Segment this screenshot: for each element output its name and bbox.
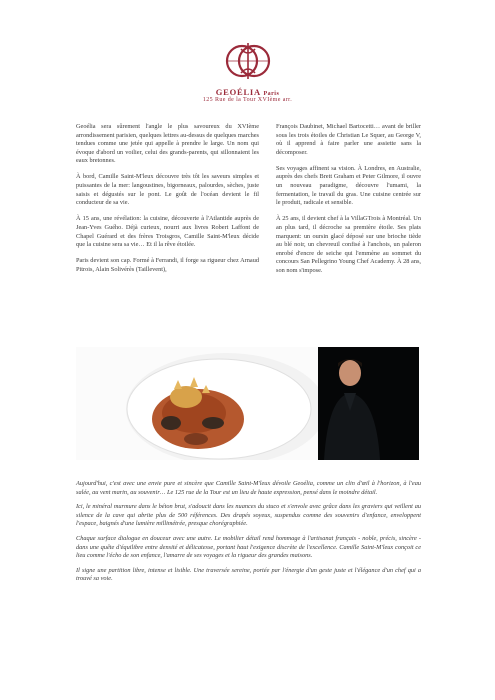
- italic-section: [76, 480, 421, 590]
- brand-name: GEOÉLIA: [215, 87, 261, 97]
- paragraph: À bord, Camille Saint-M'leux découvre très tôt les saveurs simples et puissantes de la mer: langoustines, bigorneaux, palourdes, sèches, juste saisis et dégustés sur le pont. Le goût de l'océan devient le fil conducteur de sa vie.: [76, 173, 259, 207]
- paragraph: Ici, le minéral murmure dans le béton brut, s'adoucit dans les nuances du stuco et s'envole avec grâce dans les graviers qui veillent au silence de la cave qui abrite plus de 500 références. Des drapés soyeux, suspendus comme des souvenirs d'enfance, enveloppent l'espace, baignés d'une lumière millimétrée, presque chorégraphiée.: [76, 503, 421, 528]
- paragraph: Ses voyages affinent sa vision. À Londres, en Australie, auprès des chefs Brett Graham et Peter Gilmore, il ouvre un nouveau paradigme, découvre l'umami, la fermentation, le travail du gras. Une cuisine centrée sur le produit, radicale et sensible.: [276, 164, 421, 207]
- paragraph: Aujourd'hui, c'est avec une envie pure et sincère que Camille Saint-M'leux dévoile Geoélia, comme un clin d'œil à l'horizon, à l'eau salée, au vent marin, au souvenir… Le 125 rue de la Tour est un lieu de haute expression, pensé dans le moindre détail.: [76, 480, 421, 496]
- brand-title: [0, 87, 495, 97]
- right-column: [276, 123, 421, 283]
- paragraph: Il signe une partition libre, intense et lisible. Une traversée sereine, portée par l'énergie d'un geste juste et l'élégance d'un chef qui a trouvé sa voie.: [76, 566, 421, 583]
- hero-photo: [76, 347, 419, 460]
- brand-city: Paris: [263, 91, 280, 97]
- paragraph: À 15 ans, une révélation: la cuisine, découverte à l'Atlantide auprès de Jean-Yves Guého. Déjà curieux, nourri aux livres Robert Laffont de Chapel Guérard et des frères Troisgros, Camille Saint-M'leux décide que la cuisine sera sa vie… Et il la rêve étoilée.: [76, 215, 259, 249]
- left-column: [76, 123, 259, 282]
- brand-address: 125 Rue de la Tour XVIème arr.: [202, 97, 293, 103]
- paragraph: Geoélia sera sûrement l'angle le plus savoureux du XVIème arrondissement parisien, quelques lettres au-dessus de quelques marches tendues comme une jetée qui appelle à prendre le large. Un nom qui évoque d'abord un voilier, celui des grands-parents, qui sillonnaient les eaux bretonnes.: [76, 123, 259, 165]
- paragraph: Chaque surface dialogue en douceur avec une autre. Le mobilier détail rend hommage à l'artisanat français - noble, précis, sincère - dans une quête d'équilibre entre densité et délicatesse, portant haut l'exigence discrète de l'excellence. Camille Saint-M'leux conçoit ce lieu comme l'écho de son enfance, l'amarre de ses voyages et la rigueur des grandes maisons.: [76, 534, 421, 560]
- geoelia-logo: [219, 37, 277, 85]
- paragraph: À 25 ans, il devient chef à la VillaGTrois à Montréal. Un an plus tard, il décroche sa première étoile. Ses plats marquent: un oursin glacé déposé sur une brioche tiède au blé noir, un chevreuil confisé à l'anchois, un paleron enrobé d'encre de seiche qui l'emmène au sommet du concours San Pellegrino Young Chef Academy. À 28 ans, son nom s'impose.: [276, 215, 421, 274]
- chef-portrait: [318, 347, 419, 460]
- paragraph: Paris devient son cap. Formé à Ferrandi, il forge sa rigueur chez Arnaud Pitrois, Alain Solivérès (Taillevent),: [76, 257, 259, 273]
- dish-photo: [76, 347, 318, 460]
- paragraph: François Daubinet, Michael Bartocetti… avant de briller sous les trois étoiles de Christian Le Squer, au George V, où il apprend à faire parler une assiette sans la décomposer.: [276, 123, 421, 156]
